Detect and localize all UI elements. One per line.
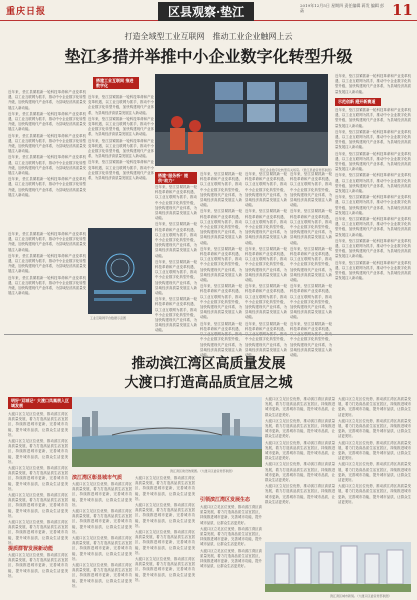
top-box-label-3: 示范创新 蹬开新赛道 xyxy=(335,98,381,106)
buildings-caption: 滨江湾区城市新貌。（大渡口区委宣传部供图） xyxy=(330,594,392,598)
top-box-label-2: 搭建“服务桥” 提供“助力” xyxy=(155,172,197,184)
second-story-column-1: 大渡口区立足区位优势，推动滨江湾区高质量发展，着力打造高品质生活宜居区，持续推进城市更新，完善城市功能，提升城市品质，让群众生活更美好。 大渡口区立足区位优势，推动滨江湾区高质量发展，着力打造高品质生活宜居区，持续推进城市更新，完善城市功能，提升城市品质，让群众生活更美好。 大渡口区立足区位优势，推动滨江湾区高质量发展，着力打造高品质生活宜居区，持续推进城市更新，完善城市功能，提升城市品质，让群众生活更美好。 大渡口区立足区位优势，推动滨江湾区高质量发展，着力打造高品质生活宜居区，持续推进城市更新，完善城市功能，提升城市品质，让群众生活更美好。 大渡口区立足区位优势，推动滨江湾区高质量发展，着力打造高品质生活宜居区，持续推进城市更新，完善城市功能，提升城市品质，让群众生活更美好。 xyxy=(8,412,68,545)
second-story-headline-line1: 推动滨江湾区高质量发展 xyxy=(131,356,286,372)
top-story-column-3: 近年来，垫江县紧抓新一轮科技革命和产业变革机遇，以工业互联网为抓手，推动中小企业数字化转型升级，加快构建现代产业体系，为县域经济高质量发展注入新动能。 近年来，垫江县紧抓新一轮科技革命和产业变革机遇，以工业互联网为抓手，推动中小企业数字化转型升级，加快构建现代产业体系，为县域经济高质量发展注入新动能。 近年来，垫江县紧抓新一轮科技革命和产业变革机遇，以工业互联网为抓手，推动中小企业数字化转型升级，加快构建现代产业体系，为县域经济高质量发展注入新动能。 近年来，垫江县紧抓新一轮科技革命和产业变革机遇，以工业互联网为抓手，推动中小企业数字化转型升级，加快构建现代产业体系，为县域经济高质量发展注入新动能。 xyxy=(155,185,197,333)
top-story-column-5: 近年来，垫江县紧抓新一轮科技革命和产业变革机遇，以工业互联网为抓手，推动中小企业数字化转型升级，加快构建现代产业体系，为县域经济高质量发展注入新动能。 近年来，垫江县紧抓新一轮科技革命和产业变革机遇，以工业互联网为抓手，推动中小企业数字化转型升级，加快构建现代产业体系，为县域经济高质量发展注入新动能。 近年来，垫江县紧抓新一轮科技革命和产业变革机遇，以工业互联网为抓手，推动中小企业数字化转型升级，加快构建现代产业体系，为县域经济高质量发展注入新动能。 近年来，垫江县紧抓新一轮科技革命和产业变革机遇，以工业互联网为抓手，推动中小企业数字化转型升级，加快构建现代产业体系，为县域经济高质量发展注入新动能。 近年来，垫江县紧抓新一轮科技革命和产业变革机遇， 中小企业数字化转型升级，加快构建现代产业体系，为县域经济高质量发展注入新动能。 xyxy=(245,172,287,357)
panorama-caption: 滨江湾区建设效果图。（大渡口区委宣传部供图） xyxy=(170,469,235,473)
industrial-internet-graphic xyxy=(88,228,152,314)
second-story-headline-line2: 大渡口打造高品质宜居之城 xyxy=(124,375,293,391)
chart-caption: 工业互联网平台数据示意图 xyxy=(90,316,127,320)
top-story-kicker: 打造全域型工业互联网 推动工业企业触网上云 xyxy=(124,32,293,41)
control-room-illustration xyxy=(155,74,328,166)
newspaper-name: 重庆日报 xyxy=(6,7,47,17)
story-divider xyxy=(4,334,413,335)
top-story-column-1b: 近年来，垫江县紧抓新一轮科技革命和产业变革机遇，以工业互联网为抓手，推动中小企业数字化转型升级，加快构建现代产业体系，为县域经济高质量发展注入新动能。 近年来，垫江县紧抓新一轮科技革命和产业变革机遇，以工业互联网为抓手，推动中小企业数字化转型升级，加快构建现代产业体系，为县域经济高质量发展注入新动能。 近年来，垫江县紧抓新一轮科技革命和产业变革机遇，以工业互联网为抓手，推动中小企业数字化转型升级，加快构建现代产业体系，为县域经济高质量发展注入新动能。 xyxy=(8,232,86,296)
top-story-column-6: 近年来，垫江县紧抓新一轮科技革命和产业变革机遇，以工业互联网为抓手，推动中小企业数字化转型升级，加快构建现代产业体系，为县域经济高质量发展注入新动能。 近年来，垫江县紧抓新一轮科技革命和产业变革机遇，以工业互联网为抓手，推动中小企业数字化转型升级，加快构建现代产业体系，为县域经济高质量发展注入新动能。 近年来，垫江县紧抓新一轮科技革命和产业变革机遇，以工业互联网为抓手，推动中小企业数字化转型升级，加快构建现代产业体系，为县域经济高质量发展注入新动能。 近年来，垫江县紧抓新一轮科技革命和产业变革机遇，以工业互联网为抓手，推动中小企业数字化转型升级，加快构建现代产业体系，为县域经济高质量发展注入新动能。 近年来，垫江县紧抓新一轮科技革命和产业变革机遇， 中小企业数字化转型升级，加快构建现代产业体系，为县域经济高质量发展注入新动能。 xyxy=(290,172,332,357)
river-bridge-illustration xyxy=(72,397,262,467)
top-story-column-1: 近年来，垫江县紧抓新一轮科技革命和产业变革机遇，以工业互联网为抓手，推动中小企业数字化转型升级，加快构建现代产业体系，为县域经济高质量发展注入新动能。 近年来，垫江县紧抓新一轮科技革命和产业变革机遇，以工业互联网为抓手，推动中小企业数字化转型升级，加快构建现代产业体系，为县域经济高质量发展注入新动能。 近年来，垫江县紧抓新一轮科技革命和产业变革机遇，以工业互联网为抓手，推动中小企业数字化转型升级，加快构建现代产业体系，为县域经济高质量发展注入新动能。 近年来，垫江县紧抓新一轮科技革命和产业变革机遇，以工业互联网为抓手，推动中小企业数字化转型升级，加快构建现代产业体系，为县域经济高质量发展注入新动能。 近年来，垫江县紧抓新一轮科技革命和产业变革机遇，以工业互联网为抓手，推动中小企业数字化转型升级，加快构建现代产业体系，为县域经济高质量发展注入新动能。 xyxy=(8,90,86,197)
second-story-column-4: 大渡口区立足区位优势，推动滨江湾区高质量发展，着力打造高品质生活宜居区，持续推进城市更新，完善城市功能，提升城市品质，让群众生活更美好。 大渡口区立足区位优势，推动滨江湾区高质量发展，着力打造高品质生活宜居区，持续推进城市更新，完善城市功能，提升城市品质，让群众生活更美好。 大渡口区立足区位优势，推动滨江湾区高质量发展，着力打造高品质生活宜居区，持续推进城市更新，完善城市功能，提升城市品质，让群众生活更美好。 大渡口区立足区位优势，推动滨江湾区高质量发展，着力打造高品质生活宜居区，持续推进城市更新，完善城市功能，提升城市品质，让群众生活更美好。 xyxy=(72,482,132,588)
second-subhead-1: 滨江湾区彰显城市气质 xyxy=(72,475,123,481)
residential-buildings-photo xyxy=(265,542,411,592)
top-box-label-1: 搭建工业互联网 推进数字化 xyxy=(93,77,139,89)
second-subhead-3: 提质群智发展新动能 xyxy=(8,546,54,552)
second-subhead-2: 引领滨江湾区发展生态 xyxy=(200,497,251,503)
top-story-column-2: 近年来，垫江县紧抓新一轮科技革命和产业变革机遇，以工业互联网为抓手，推动中小企业数字化转型升级，加快构建现代产业体系，为县域经济高质量发展注入新动能。 近年来，垫江县紧抓新一轮科技革命和产业变革机遇，以工业互联网为抓手，推动中小企业数字化转型升级，加快构建现代产业体系，为县域经济高质量发展注入新动能。 近年来，垫江县紧抓新一轮科技革命和产业变革机遇，以工业互联网为抓手，推动中小企业数字化转型升级，加快构建现代产业体系，为县域经济高质量发展注入新动能。 近年来，垫江县紧抓新一轮科技革命和产业变革机遇，以工业互联网为抓手，推动中小企业数字化转型升级，加快构建现代产业体系，为县域经济高质量发展注入新动能。 xyxy=(88,95,154,181)
factory-control-room-photo xyxy=(155,74,328,166)
second-story-column-2: 大渡口区立足区位优势，推动滨江湾区高质量发展，着力打造高品质生活宜居区，持续推进城市更新，完善城市功能，提升城市品质，让群众生活更美好。 大渡口区立足区位优势，推动滨江湾区高质量发展，着力打造高品质生活宜居区，持续推进城市更新，完善城市功能，提升城市品质，让群众生活更美好。 大渡口区立足区位优势，推动滨江湾区高质量发展，着力打造高品质生活宜居区，持续推进城市更新，完善城市功能，提升城市品质，让群众生活更美好。 大渡口区立足区位优势，推动滨江湾区高质量发展，着力打造高品质生活宜居区，持续推进城市更新，完善城市功能，提升城市品质，让群众生活更美好。 大渡口区立足区位优势，推动滨江湾区高质量发展，着力打造高品质生活宜居区，持续推进城市更新，完善城市功能，提升城市品质，让群众生活更美好。 xyxy=(265,397,335,504)
top-story-column-right-top: 近年来，垫江县紧抓新一轮科技革命和产业变革机遇，以工业互联网为抓手，推动中小企业数字化转型升级，加快构建现代产业体系，为县域经济高质量发展注入新动能。 xyxy=(335,74,411,94)
issue-date: 2019年12月5日 星期四 责任编辑 蒋发 编辑 彭菡 xyxy=(300,3,385,13)
section-title: 区县观察·垫江 xyxy=(158,2,254,21)
second-story-column-3: 大渡口区立足区位优势，推动滨江湾区高质量发展，着力打造高品质生活宜居区，持续推进城市更新，完善城市功能，提升城市品质，让群众生活更美好。 大渡口区立足区位优势，推动滨江湾区高质量发展，着力打造高品质生活宜居区，持续推进城市更新，完善城市功能，提升城市品质，让群众生活更美好。 大渡口区立足区位优势，推动滨江湾区高质量发展，着力打造高品质生活宜居区，持续推进城市更新，完善城市功能，提升城市品质，让群众生活更美好。 大渡口区立足区位优势，推动滨江湾区高质量发展，着力打造高品质生活宜居区，持续推进城市更新，完善城市功能，提升城市品质，让群众生活更美好。 大渡口区立足区位优势，推动滨江湾区高质量发展，着力打造高品质生活宜居区，持续推进城市更新，完善城市功能，提升城市品质，让群众生活更美好。 xyxy=(338,397,411,504)
riverside-panorama-photo xyxy=(72,397,262,467)
top-story-column-4: 近年来，垫江县紧抓新一轮科技革命和产业变革机遇，以工业互联网为抓手，推动中小企业数字化转型升级，加快构建现代产业体系，为县域经济高质量发展注入新动能。 近年来，垫江县紧抓新一轮科技革命和产业变革机遇，以工业互联网为抓手，推动中小企业数字化转型升级，加快构建现代产业体系，为县域经济高质量发展注入新动能。 近年来，垫江县紧抓新一轮科技革命和产业变革机遇，以工业互联网为抓手，推动中小企业数字化转型升级，加快构建现代产业体系，为县域经济高质量发展注入新动能。 近年来，垫江县紧抓新一轮科技革命和产业变革机遇，以工业互联网为抓手，推动中小企业数字化转型升级，加快构建现代产业体系，为县域经济高质量发展注入新动能。 近年来，垫江县紧抓新一轮科技革命和产业变革机遇， 中小企业数字化转型升级，加快构建现代产业体系，为县域经济高质量发展注入新动能。 xyxy=(200,172,242,357)
buildings-illustration xyxy=(265,542,411,592)
top-story-headline: 垫江多措并举推中小企业数字化转型升级 xyxy=(64,47,353,66)
top-story-column-right: 近年来，垫江县紧抓新一轮科技革命和产业变革机遇，以工业互联网为抓手，推动中小企业数字化转型升级，加快构建现代产业体系，为县域经济高质量发展注入新动能。 近年来，垫江县紧抓新一轮科技革命和产业变革机遇，以工业互联网为抓手，推动中小企业数字化转型升级，加快构建现代产业体系，为县域经济高质量发展注入新动能。 近年来，垫江县紧抓新一轮科技革命和产业变革机遇，以工业互联网为抓手，推动中小企业数字化转型升级，加快构建现代产业体系，为县域经济高质量发展注入新动能。 近年来，垫江县紧抓新一轮科技革命和产业变革机遇，以工业互联网为抓手，推动中小企业数字化转型升级，加快构建现代产业体系，为县域经济高质量发展注入新动能。 近年来，垫江县紧抓新一轮科技革命和产业变革机遇，以工业互联网为抓手，推动中小企业数字化转型升级，加快构建现代产业体系，为县域经济高质量发展注入新动能。 近年来，垫江县紧抓新一轮科技革命和产业变革机遇，以工业互联网为抓手，推动中小企业数字化转型升级，加快构建现代产业体系，为县域经济高质量发展注入新动能。 近年来，垫江县紧抓新一轮科技革命和产业变革机遇，以工业互联网为抓手，推动中小企业数字化转型升级，加快构建现代产业体系，为县域经济高质量发展注入新动能。 近年来，垫江县紧抓新一轮科技革命和产业变革机遇，以工业互联网为抓手，推动中小企业数字化转型升级，加快构建现代产业体系，为县域经济高质量发展注入新动能。 xyxy=(335,108,411,281)
second-story-column-1b: 大渡口区立足区位优势，推动滨江湾区高质量发展，着力打造高品质生活宜居区，持续推进城市更新，完善城市功能，提升城市品质，让群众生活更美好。 xyxy=(8,553,68,578)
data-dashboard-illustration xyxy=(88,228,152,314)
page-number: 11 xyxy=(392,1,413,19)
top-photo-caption: 垫江企业数字化转型有关场景。（垫江县委宣传部供图） xyxy=(260,168,334,172)
second-story-column-5: 大渡口区立足区位优势，推动滨江湾区高质量发展，着力打造高品质生活宜居区，持续推进城市更新，完善城市功能，提升城市品质，让群众生活更美好。 大渡口区立足区位优势，推动滨江湾区高质量发展，着力打造高品质生活宜居区，持续推进城市更新，完善城市功能，提升城市品质，让群众生活更美好。 大渡口区立足区位优势，推动滨江湾区高质量发展，着力打造高品质生活宜居区，持续推进城市更新，完善城市功能，提升城市品质，让群众生活更美好。 大渡口区立足区位优势，推动滨江湾区高质量发展，着力打造高品质生活宜居区，持续推进城市更新，完善城市功能，提升城市品质，让群众生活更美好。 xyxy=(135,476,195,582)
second-box-label: 明好“双城记” 大渡口凤凰展入区域发展 xyxy=(8,397,74,409)
second-story-column-6: 大渡口区立足区位优势，推动滨江湾区高质量发展，着力打造高品质生活宜居区，持续推进城市更新，完善城市功能，提升城市品质，让群众生活更美好。 大渡口区立足区位优势，推动滨江湾区高质量发展，着力打造高品质生活宜居区，持续推进城市更新，完善城市功能，提升城市品质，让群众生活更美好。 大渡口区立足区位优势，推动滨江湾区高质量发展，着力打造高品质生活宜居区，持续推进城市更新，完善城市功能，提升城市品质，让群众生活更美好。 xyxy=(200,505,262,569)
